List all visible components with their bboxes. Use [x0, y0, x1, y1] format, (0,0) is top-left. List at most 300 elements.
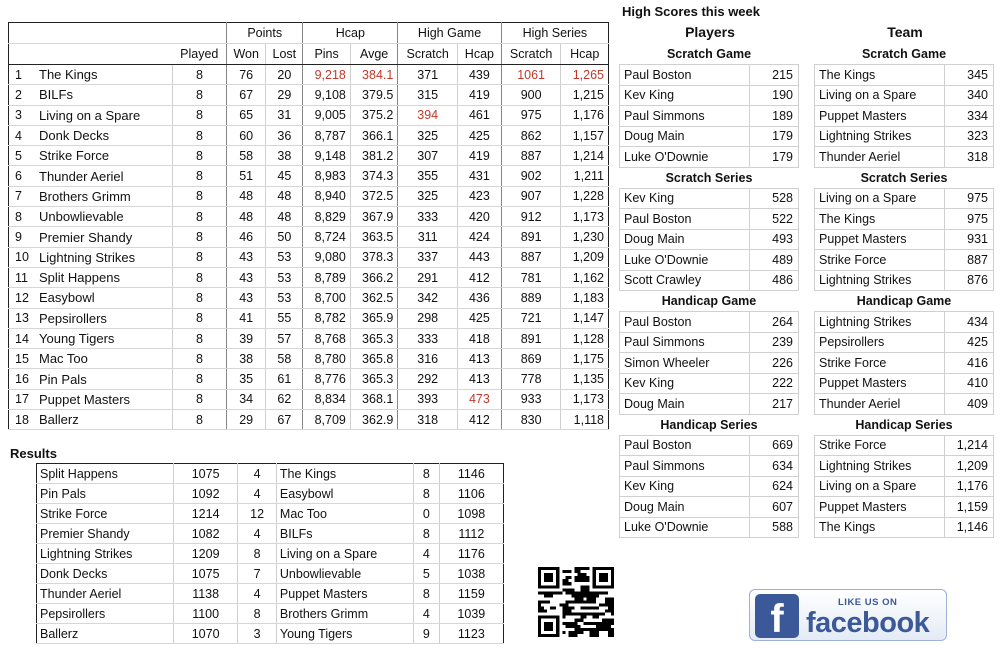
league-cell-lost: 57	[266, 328, 303, 348]
list-item	[620, 435, 799, 456]
league-cell-played: 8	[173, 227, 227, 247]
league-cell-pos: 17	[9, 389, 37, 409]
league-cell-hs-hcap: 1,176	[561, 105, 609, 125]
entry-score: 493	[750, 229, 799, 250]
league-cell-hs-hcap: 1,173	[561, 207, 609, 227]
entry-score: 425	[945, 332, 994, 353]
result-home-points: 4	[238, 464, 277, 484]
league-cell-hg-scratch: 394	[398, 105, 458, 125]
league-cell-played: 8	[173, 389, 227, 409]
league-cell-hs-scratch: 1061	[501, 65, 561, 85]
entry-score: 624	[750, 476, 799, 497]
entry-score: 334	[945, 106, 994, 127]
entry-score: 975	[945, 209, 994, 230]
league-cell-hs-scratch: 887	[501, 146, 561, 166]
entry-name: Kev King	[620, 188, 750, 209]
entry-score: 887	[945, 250, 994, 271]
league-cell-team: BILFs	[36, 85, 173, 105]
league-cell-played: 8	[173, 247, 227, 267]
league-cell-lost: 62	[266, 389, 303, 409]
entry-name: Lightning Strikes	[815, 126, 945, 147]
entry-name: Doug Main	[620, 229, 750, 250]
entry-name: Thunder Aeriel	[815, 147, 945, 168]
result-home-pins: 1100	[174, 604, 238, 624]
entry-score: 179	[750, 147, 799, 168]
league-cell-lost: 67	[266, 410, 303, 430]
league-cell-won: 60	[227, 125, 266, 145]
league-cell-won: 43	[227, 247, 266, 267]
league-cell-team: Brothers Grimm	[36, 186, 173, 206]
result-away-pins: 1106	[439, 484, 503, 504]
league-header-groups	[9, 23, 609, 44]
entry-score: 345	[945, 65, 994, 86]
league-cell-pos: 12	[9, 288, 37, 308]
league-cell-won: 43	[227, 288, 266, 308]
league-cell-hg-hcap: 412	[458, 410, 502, 430]
hcap-group-header: Hcap	[303, 23, 398, 44]
league-cell-hs-scratch: 869	[501, 349, 561, 369]
table-row	[9, 410, 609, 430]
league-cell-avge: 367.9	[350, 207, 397, 227]
league-cell-won: 67	[227, 85, 266, 105]
league-cell-pos: 13	[9, 308, 37, 328]
list-item	[815, 517, 994, 538]
league-cell-won: 58	[227, 146, 266, 166]
result-home-points: 8	[238, 604, 277, 624]
section-heading: Scratch Series	[665, 170, 753, 185]
league-cell-hg-hcap: 420	[458, 207, 502, 227]
entry-score: 975	[945, 188, 994, 209]
league-cell-pos: 2	[9, 85, 37, 105]
list-item	[620, 476, 799, 497]
entry-score: 179	[750, 126, 799, 147]
entry-score: 318	[945, 147, 994, 168]
league-cell-lost: 45	[266, 166, 303, 186]
league-cell-hg-scratch: 355	[398, 166, 458, 186]
list-item	[815, 435, 994, 456]
entry-name: Paul Boston	[620, 65, 750, 86]
league-cell-team: Lightning Strikes	[36, 247, 173, 267]
league-cell-hs-hcap: 1,162	[561, 267, 609, 287]
league-cell-avge: 384.1	[350, 65, 397, 85]
result-away-points: 8	[413, 464, 439, 484]
league-cell-lost: 55	[266, 308, 303, 328]
league-cell-team: Mac Too	[36, 349, 173, 369]
league-cell-played: 8	[173, 146, 227, 166]
entry-name: Puppet Masters	[815, 106, 945, 127]
high-scores-title: High Scores this week	[622, 4, 760, 19]
result-home-team: Strike Force	[37, 504, 174, 524]
league-cell-hg-hcap: 431	[458, 166, 502, 186]
facebook-f-icon: f	[755, 594, 799, 638]
league-cell-played: 8	[173, 105, 227, 125]
section-heading-row	[815, 414, 994, 435]
league-cell-lost: 53	[266, 247, 303, 267]
league-cell-lost: 50	[266, 227, 303, 247]
league-cell-pins: 8,782	[303, 308, 350, 328]
league-cell-hg-scratch: 371	[398, 65, 458, 85]
league-cell-avge: 368.1	[350, 389, 397, 409]
league-cell-hg-hcap: 439	[458, 65, 502, 85]
table-row	[9, 328, 609, 348]
league-cell-hg-hcap: 443	[458, 247, 502, 267]
result-home-team: Donk Decks	[37, 564, 174, 584]
league-cell-pins: 8,940	[303, 186, 350, 206]
league-cell-played: 8	[173, 267, 227, 287]
league-cell-pins: 8,776	[303, 369, 350, 389]
league-cell-won: 76	[227, 65, 266, 85]
league-cell-won: 48	[227, 186, 266, 206]
league-cell-pins: 8,829	[303, 207, 350, 227]
league-cell-hg-scratch: 337	[398, 247, 458, 267]
league-cell-team: Pepsirollers	[36, 308, 173, 328]
league-cell-won: 65	[227, 105, 266, 125]
entry-score: 607	[750, 497, 799, 518]
entry-name: Luke O'Downie	[620, 147, 750, 168]
section-heading: Handicap Series	[660, 417, 758, 432]
league-cell-team: The Kings	[36, 65, 173, 85]
entry-name: Lightning Strikes	[815, 270, 945, 291]
facebook-wordmark: facebook	[806, 607, 930, 639]
league-cell-hg-hcap: 425	[458, 308, 502, 328]
list-item	[815, 147, 994, 168]
results-title: Results	[10, 446, 57, 461]
section-heading-row	[620, 414, 799, 435]
list-item	[620, 126, 799, 147]
entry-score: 1,159	[945, 497, 994, 518]
result-away-points: 4	[413, 544, 439, 564]
table-row	[37, 584, 504, 604]
entry-name: Puppet Masters	[815, 229, 945, 250]
pins-header: Pins	[303, 44, 350, 65]
league-cell-team: Pin Pals	[36, 369, 173, 389]
entry-score: 669	[750, 435, 799, 456]
league-cell-avge: 365.3	[350, 369, 397, 389]
result-home-points: 4	[238, 584, 277, 604]
result-home-team: Pin Pals	[37, 484, 174, 504]
league-cell-pins: 8,983	[303, 166, 350, 186]
hs-hcap-header: Hcap	[561, 44, 609, 65]
league-cell-hg-scratch: 318	[398, 410, 458, 430]
entry-name: Paul Simmons	[620, 106, 750, 127]
table-row	[9, 267, 609, 287]
league-cell-pins: 8,780	[303, 349, 350, 369]
points-group-header: Points	[227, 23, 303, 44]
league-cell-lost: 31	[266, 105, 303, 125]
result-away-team: Easybowl	[276, 484, 413, 504]
entry-score: 588	[750, 517, 799, 538]
list-item	[620, 85, 799, 106]
list-item	[815, 312, 994, 333]
entry-score: 489	[750, 250, 799, 271]
league-cell-hs-hcap: 1,118	[561, 410, 609, 430]
result-home-pins: 1209	[174, 544, 238, 564]
table-row	[9, 369, 609, 389]
league-cell-team: Unbowlievable	[36, 207, 173, 227]
facebook-like-text: LIKE US ON	[838, 597, 898, 608]
league-cell-team: Puppet Masters	[36, 389, 173, 409]
list-item	[815, 250, 994, 271]
league-cell-hs-scratch: 862	[501, 125, 561, 145]
table-row	[9, 85, 609, 105]
league-cell-hs-scratch: 933	[501, 389, 561, 409]
league-cell-team: Thunder Aeriel	[36, 166, 173, 186]
entry-name: Paul Boston	[620, 209, 750, 230]
league-cell-hg-scratch: 298	[398, 308, 458, 328]
league-cell-lost: 36	[266, 125, 303, 145]
high-series-group-header: High Series	[501, 23, 608, 44]
league-cell-pos: 16	[9, 369, 37, 389]
list-item	[620, 353, 799, 374]
league-cell-avge: 379.5	[350, 85, 397, 105]
league-cell-team: Donk Decks	[36, 125, 173, 145]
entry-score: 634	[750, 456, 799, 477]
entry-name: Doug Main	[620, 497, 750, 518]
entry-score: 410	[945, 373, 994, 394]
league-cell-hg-hcap: 436	[458, 288, 502, 308]
league-cell-pins: 9,108	[303, 85, 350, 105]
league-cell-team: Living on a Spare	[36, 105, 173, 125]
league-cell-team: Easybowl	[36, 288, 173, 308]
league-cell-hs-hcap: 1,175	[561, 349, 609, 369]
league-cell-hg-scratch: 325	[398, 186, 458, 206]
league-cell-hg-scratch: 315	[398, 85, 458, 105]
league-cell-played: 8	[173, 410, 227, 430]
list-item	[815, 373, 994, 394]
result-away-points: 5	[413, 564, 439, 584]
league-cell-hg-hcap: 423	[458, 186, 502, 206]
section-heading-row	[620, 291, 799, 312]
results-table	[36, 463, 504, 644]
result-home-pins: 1214	[174, 504, 238, 524]
league-cell-pins: 8,724	[303, 227, 350, 247]
high-game-group-header: High Game	[398, 23, 501, 44]
league-cell-hs-scratch: 778	[501, 369, 561, 389]
league-cell-pins: 8,709	[303, 410, 350, 430]
entry-name: Puppet Masters	[815, 373, 945, 394]
entry-name: Lightning Strikes	[815, 312, 945, 333]
league-cell-hg-scratch: 316	[398, 349, 458, 369]
league-cell-hs-hcap: 1,147	[561, 308, 609, 328]
entry-name: Strike Force	[815, 353, 945, 374]
players-high-scores-table	[619, 44, 799, 538]
league-cell-hg-scratch: 307	[398, 146, 458, 166]
league-cell-played: 8	[173, 85, 227, 105]
entry-name: Kev King	[620, 85, 750, 106]
league-cell-hs-hcap: 1,214	[561, 146, 609, 166]
entry-score: 931	[945, 229, 994, 250]
list-item	[815, 209, 994, 230]
league-cell-won: 35	[227, 369, 266, 389]
table-row	[9, 146, 609, 166]
team-high-scores-table	[814, 44, 994, 538]
list-item	[815, 229, 994, 250]
league-cell-team: Split Happens	[36, 267, 173, 287]
table-row	[9, 349, 609, 369]
facebook-like-badge[interactable]	[749, 589, 947, 641]
entry-name: Simon Wheeler	[620, 353, 750, 374]
league-cell-hs-scratch: 902	[501, 166, 561, 186]
result-home-points: 4	[238, 524, 277, 544]
league-cell-hg-hcap: 424	[458, 227, 502, 247]
table-row	[9, 125, 609, 145]
league-cell-pos: 10	[9, 247, 37, 267]
result-home-points: 8	[238, 544, 277, 564]
list-item	[815, 188, 994, 209]
league-cell-team: Premier Shandy	[36, 227, 173, 247]
entry-name: Kev King	[620, 373, 750, 394]
league-cell-hg-hcap: 418	[458, 328, 502, 348]
hg-hcap-header: Hcap	[458, 44, 502, 65]
league-cell-played: 8	[173, 349, 227, 369]
league-cell-avge: 375.2	[350, 105, 397, 125]
entry-score: 528	[750, 188, 799, 209]
list-item	[815, 476, 994, 497]
league-cell-pos: 15	[9, 349, 37, 369]
list-item	[620, 332, 799, 353]
league-cell-hs-scratch: 912	[501, 207, 561, 227]
entry-score: 522	[750, 209, 799, 230]
result-away-pins: 1159	[439, 584, 503, 604]
league-cell-won: 41	[227, 308, 266, 328]
list-item	[620, 147, 799, 168]
result-away-pins: 1038	[439, 564, 503, 584]
league-cell-played: 8	[173, 308, 227, 328]
table-row	[37, 564, 504, 584]
result-home-team: Ballerz	[37, 624, 174, 644]
league-cell-hg-hcap: 425	[458, 125, 502, 145]
league-cell-lost: 38	[266, 146, 303, 166]
result-away-team: Unbowlievable	[276, 564, 413, 584]
hs-scratch-header: Scratch	[501, 44, 561, 65]
result-home-team: Thunder Aeriel	[37, 584, 174, 604]
league-cell-hs-scratch: 889	[501, 288, 561, 308]
league-cell-hg-scratch: 292	[398, 369, 458, 389]
league-cell-pins: 9,080	[303, 247, 350, 267]
league-cell-team: Strike Force	[36, 146, 173, 166]
league-cell-hs-hcap: 1,128	[561, 328, 609, 348]
league-cell-hs-hcap: 1,135	[561, 369, 609, 389]
list-item	[815, 106, 994, 127]
league-cell-pins: 8,768	[303, 328, 350, 348]
league-cell-played: 8	[173, 328, 227, 348]
result-away-points: 8	[413, 484, 439, 504]
league-cell-hs-scratch: 887	[501, 247, 561, 267]
league-cell-avge: 378.3	[350, 247, 397, 267]
entry-score: 434	[945, 312, 994, 333]
league-cell-avge: 362.5	[350, 288, 397, 308]
league-cell-pins: 9,005	[303, 105, 350, 125]
league-cell-hg-hcap: 419	[458, 146, 502, 166]
entry-name: Paul Boston	[620, 312, 750, 333]
league-cell-played: 8	[173, 369, 227, 389]
league-cell-hg-scratch: 342	[398, 288, 458, 308]
list-item	[815, 353, 994, 374]
league-cell-hg-scratch: 311	[398, 227, 458, 247]
entry-score: 226	[750, 353, 799, 374]
entry-name: The Kings	[815, 65, 945, 86]
result-home-pins: 1075	[174, 564, 238, 584]
list-item	[620, 456, 799, 477]
section-heading-row	[815, 44, 994, 65]
entry-name: Living on a Spare	[815, 188, 945, 209]
league-cell-hg-hcap: 473	[458, 389, 502, 409]
entry-name: Living on a Spare	[815, 476, 945, 497]
league-cell-hs-hcap: 1,183	[561, 288, 609, 308]
entry-score: 264	[750, 312, 799, 333]
league-cell-hg-hcap: 419	[458, 85, 502, 105]
entry-name: Strike Force	[815, 435, 945, 456]
list-item	[620, 229, 799, 250]
result-away-pins: 1146	[439, 464, 503, 484]
league-cell-team: Ballerz	[36, 410, 173, 430]
league-cell-lost: 61	[266, 369, 303, 389]
league-cell-hg-hcap: 412	[458, 267, 502, 287]
league-cell-hg-hcap: 461	[458, 105, 502, 125]
league-cell-won: 34	[227, 389, 266, 409]
league-cell-avge: 363.5	[350, 227, 397, 247]
league-cell-hs-scratch: 830	[501, 410, 561, 430]
league-cell-pins: 8,789	[303, 267, 350, 287]
table-row	[9, 227, 609, 247]
league-cell-pos: 14	[9, 328, 37, 348]
result-home-pins: 1082	[174, 524, 238, 544]
entry-score: 217	[750, 394, 799, 415]
league-cell-pos: 8	[9, 207, 37, 227]
players-heading: Players	[685, 24, 735, 40]
entry-name: The Kings	[815, 209, 945, 230]
league-cell-pins: 8,787	[303, 125, 350, 145]
table-row	[37, 464, 504, 484]
lost-header: Lost	[266, 44, 303, 65]
result-away-team: The Kings	[276, 464, 413, 484]
result-home-pins: 1138	[174, 584, 238, 604]
entry-name: Strike Force	[815, 250, 945, 271]
league-cell-hs-scratch: 891	[501, 328, 561, 348]
table-row	[37, 544, 504, 564]
league-cell-lost: 29	[266, 85, 303, 105]
won-header: Won	[227, 44, 266, 65]
league-cell-played: 8	[173, 288, 227, 308]
league-cell-pos: 1	[9, 65, 37, 85]
league-cell-hs-hcap: 1,209	[561, 247, 609, 267]
entry-name: Paul Boston	[620, 435, 750, 456]
league-cell-pins: 8,700	[303, 288, 350, 308]
league-cell-hs-scratch: 781	[501, 267, 561, 287]
list-item	[620, 517, 799, 538]
league-cell-hg-hcap: 413	[458, 369, 502, 389]
section-heading: Handicap Series	[855, 417, 953, 432]
league-cell-hs-scratch: 891	[501, 227, 561, 247]
result-away-team: Young Tigers	[276, 624, 413, 644]
entry-name: Kev King	[620, 476, 750, 497]
result-away-team: BILFs	[276, 524, 413, 544]
table-row	[9, 389, 609, 409]
entry-name: Thunder Aeriel	[815, 394, 945, 415]
list-item	[815, 85, 994, 106]
league-cell-played: 8	[173, 65, 227, 85]
table-row	[9, 288, 609, 308]
list-item	[620, 106, 799, 127]
league-cell-lost: 58	[266, 349, 303, 369]
league-cell-won: 29	[227, 410, 266, 430]
entry-name: Lightning Strikes	[815, 456, 945, 477]
league-cell-hg-scratch: 291	[398, 267, 458, 287]
league-cell-won: 51	[227, 166, 266, 186]
league-cell-played: 8	[173, 166, 227, 186]
table-row	[9, 65, 609, 85]
list-item	[620, 250, 799, 271]
